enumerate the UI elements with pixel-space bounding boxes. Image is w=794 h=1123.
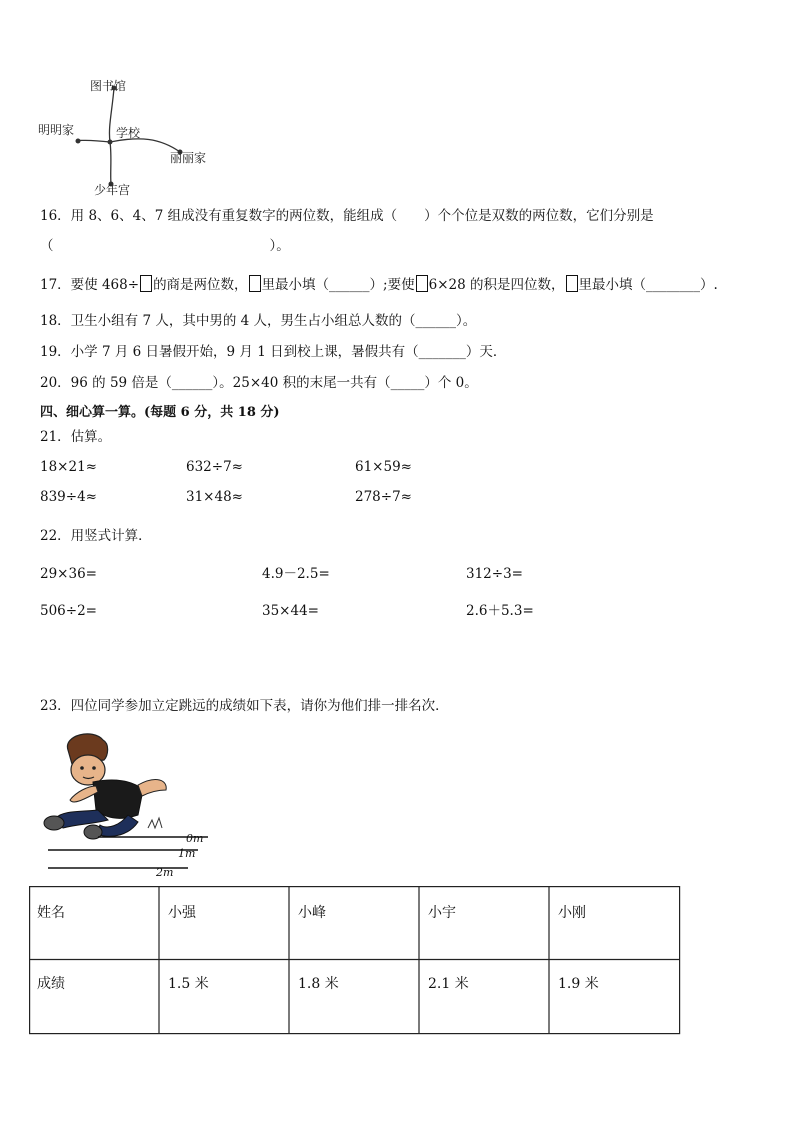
question-22-title: 22．用竖式计算． xyxy=(40,528,152,544)
question-16-line1: 16．用 8、6、4、7 组成没有重复数字的两位数，能组成（ ）个个位是双数的两位数，它们分别是 xyxy=(40,208,654,224)
road-palace xyxy=(110,142,111,184)
road-mingming xyxy=(78,140,110,142)
table-cell: 1.5 米 xyxy=(168,976,209,992)
mark-0m: 0m xyxy=(186,832,204,845)
mingming-label: 明明家 xyxy=(38,123,75,137)
question-20: 20．96 的 59 倍是（______）。25×40 积的末尾一共有（_____）个 0。 xyxy=(40,375,478,391)
school-label: 学校 xyxy=(116,126,141,140)
question-17 xyxy=(40,275,718,294)
q17-part3: 里最小填（______）;要使 xyxy=(261,277,415,293)
question-21-title: 21．估算。 xyxy=(40,429,112,445)
blank-box xyxy=(416,275,428,292)
table-header-cell: 小宇 xyxy=(428,905,456,921)
road-library xyxy=(109,88,114,142)
table-cell: 2.1 米 xyxy=(428,976,469,992)
map-diagram xyxy=(30,72,230,202)
blank-box xyxy=(140,275,152,292)
vertical-calc-item: 35×44= xyxy=(262,603,319,619)
table-cell: 成绩 xyxy=(37,976,65,992)
table-cell: 1.8 米 xyxy=(298,976,339,992)
vertical-calc-item: 4.9－2.5= xyxy=(262,566,330,582)
estimate-item: 278÷7≈ xyxy=(355,489,412,505)
palace-label: 少年宫 xyxy=(94,183,131,197)
question-19: 19．小学 7 月 6 日暑假开始，9 月 1 日到校上课，暑假共有（_______）天． xyxy=(40,344,507,360)
blank-box xyxy=(566,275,578,292)
school-dot xyxy=(108,140,113,145)
jumping-boy-illustration xyxy=(38,730,213,882)
table-cell: 1.9 米 xyxy=(558,976,599,992)
library-label: 图书馆 xyxy=(90,79,127,93)
q17-part5: 里最小填（________）. xyxy=(578,277,718,293)
section-4-heading: 四、细心算一算。(每题 6 分，共 18 分) xyxy=(40,405,280,420)
table-header-cell: 小峰 xyxy=(298,905,326,921)
question-23-title: 23．四位同学参加立定跳远的成绩如下表，请你为他们排一排名次． xyxy=(40,698,449,714)
estimate-item: 632÷7≈ xyxy=(186,459,243,475)
table-header-cell: 姓名 xyxy=(37,905,65,921)
vertical-calc-item: 312÷3= xyxy=(466,566,523,582)
estimate-item: 18×21≈ xyxy=(40,459,97,475)
table-header-cell: 小强 xyxy=(168,905,196,921)
estimate-item: 31×48≈ xyxy=(186,489,243,505)
q17-part1: 17．要使 468÷ xyxy=(40,277,140,293)
question-16-line2: （ ）。 xyxy=(40,238,290,254)
q17-part2: 的商是两位数， xyxy=(153,277,248,293)
vertical-calc-item: 29×36= xyxy=(40,566,97,582)
q17-part4: 6×28 的积是四位数， xyxy=(428,277,565,293)
mark-2m: 2m xyxy=(156,866,174,879)
vertical-calc-item: 2.6＋5.3= xyxy=(466,603,534,619)
estimate-item: 839÷4≈ xyxy=(40,489,97,505)
lili-label: 丽丽家 xyxy=(170,151,207,165)
estimate-item: 61×59≈ xyxy=(355,459,412,475)
question-18: 18．卫生小组有 7 人，其中男的 4 人，男生占小组总人数的（______）。 xyxy=(40,313,477,329)
vertical-calc-item: 506÷2= xyxy=(40,603,97,619)
mark-1m: 1m xyxy=(178,847,196,860)
mingming-dot xyxy=(76,139,81,144)
blank-box xyxy=(249,275,261,292)
table-header-cell: 小刚 xyxy=(558,905,586,921)
